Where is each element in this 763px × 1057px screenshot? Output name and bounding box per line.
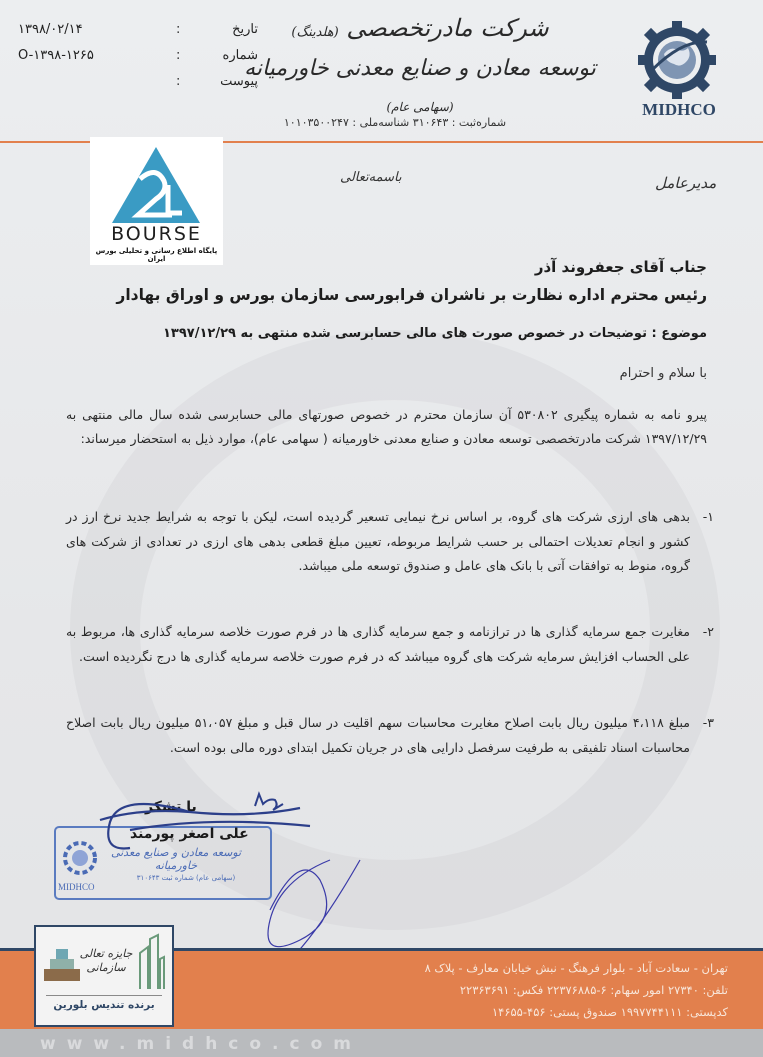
item-number: ۱- xyxy=(702,509,714,524)
meta-number-label: شماره xyxy=(222,48,258,63)
stamp-detail: (سهامی عام) شماره ثبت ۳۱۰۶۴۳ xyxy=(136,874,236,882)
item-number: ۲- xyxy=(702,624,714,639)
letter-subject: موضوع : توضیحات در خصوص صورت های مالی حسابرسی شده منتهی به ۱۳۹۷/۱۲/۲۹ xyxy=(162,326,707,341)
meta-colon: : xyxy=(176,22,181,37)
footer-address: تهران - سعادت آباد - بلوار فرهنگ - نبش خیابان معارف - پلاک ۸ xyxy=(424,961,728,975)
closing: با تشکر xyxy=(145,799,197,815)
item-number: ۳- xyxy=(702,715,714,730)
addressee-title: رئیس محترم اداره نظارت بر ناشران فرابورسی سازمان بورس و اوراق بهادار xyxy=(116,286,707,304)
company-line1-tag: (هلدینگ) xyxy=(291,25,339,40)
meta-colon: : xyxy=(176,48,181,63)
meta-number-value: O-۱۳۹۸-۱۲۶۵ xyxy=(18,48,94,63)
bourse-subtitle: پایگاه اطلاع رسانی و تحلیلی بورس ایران xyxy=(95,247,218,263)
stamp-company: توسعه معادن و صنایع معدنی خاورمیانه xyxy=(110,846,242,872)
meta-date-value: ۱۳۹۸/۰۲/۱۴ xyxy=(18,22,83,37)
footer-phones: تلفن: ۲۷۳۴۰ امور سهام: ۶-۲۲۳۷۶۸۸۵ فکس: ۲۲۳۶۳۶۹۱ xyxy=(459,983,728,997)
list-item xyxy=(66,505,714,579)
meta-colon: : xyxy=(176,74,181,89)
addressee-name: جناب آقای جعفروند آذر xyxy=(534,258,707,276)
award-caption: برنده تندیس بلورین xyxy=(53,999,155,1011)
item-text: مبلغ ۴،۱۱۸ میلیون ریال بابت اصلاح مغایرت محاسبات سهم اقلیت در سال قبل و مبلغ ۵۱،۰۵۷ میلیون ریال بابت اصلاح محاسبات اسناد تلفیقی به طرفیت سرفصل دارایی های در جریان تکمیل ابتدای دوره مالی بوده است. xyxy=(66,715,690,755)
company-line1: شرکت مادرتخصصی xyxy=(346,14,549,42)
pyramid-icon xyxy=(44,945,80,985)
meta-attachment xyxy=(18,74,258,96)
list-item xyxy=(66,711,714,760)
company-line2: توسعه معادن و صنایع معدنی خاورمیانه xyxy=(244,56,596,81)
from-title: مدیرعامل xyxy=(655,174,717,192)
list-item xyxy=(66,620,714,669)
bourse-triangle-icon xyxy=(110,145,202,225)
intro-paragraph: پیرو نامه به شماره پیگیری ۵۳۰۸۰۲ آن سازمان محترم در خصوص صورتهای مالی حسابرسی شده سال مالی منتهی به ۱۳۹۷/۱۲/۲۹ شرکت مادرتخصصی توسعه معادن و صنایع معدنی خاورمیانه ( سهامی عام)، موارد ذیل به استحضار میرساند: xyxy=(66,407,707,446)
bourse-name: BOURSE xyxy=(111,223,202,245)
award-divider xyxy=(46,995,162,996)
stamp-logo-text: MIDHCO xyxy=(58,882,95,892)
meta-attachment-label: پیوست xyxy=(220,74,258,89)
tower-icon xyxy=(136,933,166,991)
bourse-watermark-badge xyxy=(90,137,223,265)
footer-contact xyxy=(425,957,728,1023)
midhco-logo-text: MIDHCO xyxy=(642,100,716,119)
item-text: مغایرت جمع سرمایه گذاری ها در ترازنامه و جمع سرمایه گذاری ها در فرم صورت خلاصه سرمایه گذاری ها، مربوط به علی الحساب افزایش سرمایه شرکت های گروه میباشد که در فرم صورت خلاصه سرمایه گذاری ها درج نگردیده است. xyxy=(66,624,690,664)
company-line2-tag: (سهامی عام) xyxy=(386,100,454,114)
bismillah: باسمه‌تعالی xyxy=(340,170,402,185)
meta-date-label: تاریخ xyxy=(232,22,258,37)
registration-info: شماره‌ثبت : ۳۱۰۶۴۳ شناسه‌ملی : ۱۰۱۰۳۵۰۰۲۴۷ xyxy=(283,116,507,129)
meta-number xyxy=(18,48,258,70)
award-badge xyxy=(34,925,174,1027)
greeting: با سلام و احترام xyxy=(619,366,707,381)
signer-name: علی اصغر پورمند xyxy=(130,826,249,842)
footer-postal: کدپستی: ۱۹۹۷۷۴۴۱۱۱ صندوق پستی: ۴۵۶-۱۴۶۵۵ xyxy=(491,1005,728,1019)
item-text: بدهی های ارزی شرکت های گروه، بر اساس نرخ نیمایی تسعیر گردیده است، لیکن با توجه به شرایط جدید نرخ ارز در کشور و انجام تعدیلات احتمالی بر حسب شرایط مربوطه، تعیین مبلغ قطعی بدهی های ارزی در تعدادی از شرکت های گروه، منوط به توافقات آتی با بانک های عامل و صندوق توسعه ملی میباشد. xyxy=(66,509,690,573)
award-title: جایزه تعالی سازمانی xyxy=(79,947,133,974)
meta-date xyxy=(18,22,258,44)
website-link[interactable]: www.midhco.com xyxy=(40,1034,362,1054)
company-name xyxy=(235,10,605,125)
